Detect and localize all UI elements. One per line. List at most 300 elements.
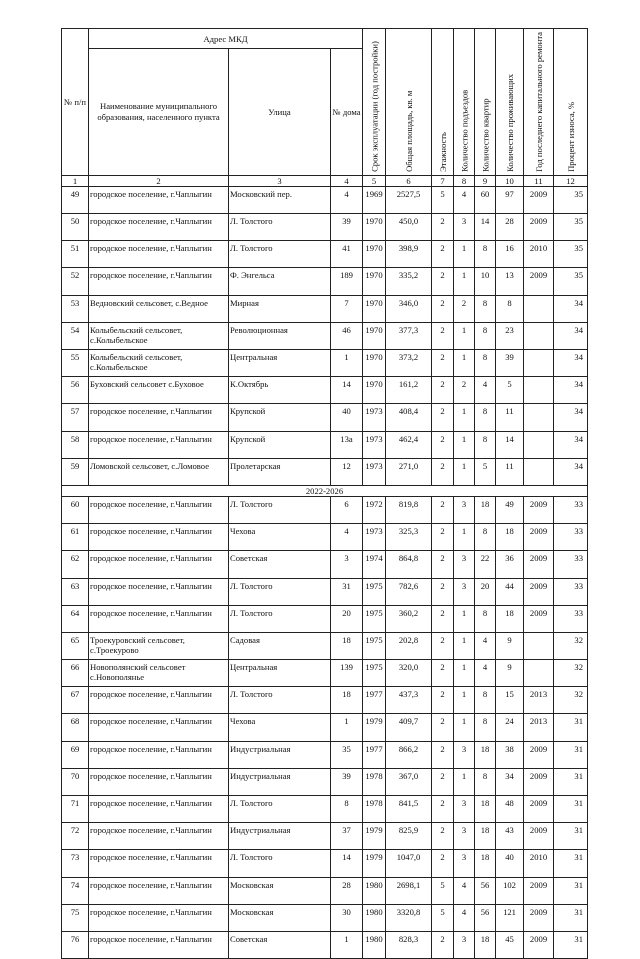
area-cell: 271,0 <box>386 458 432 485</box>
residents-cell: 24 <box>496 714 524 741</box>
wear-cell: 34 <box>554 322 588 349</box>
municipality-cell: городское поселение, г.Чаплыгин <box>89 877 229 904</box>
last-repair-cell: 2009 <box>524 496 554 523</box>
year-cell: 1975 <box>363 632 386 659</box>
street-cell: Чехова <box>229 714 331 741</box>
table-row <box>62 350 588 377</box>
floors-cell: 2 <box>432 404 454 431</box>
area-cell: 825,9 <box>386 823 432 850</box>
wear-cell: 35 <box>554 268 588 295</box>
street-cell: Московская <box>229 904 331 931</box>
house-number-cell: 14 <box>331 850 363 877</box>
house-number-cell: 40 <box>331 404 363 431</box>
apartments-cell: 20 <box>475 578 496 605</box>
row-number: 68 <box>62 714 89 741</box>
residents-cell: 16 <box>496 241 524 268</box>
street-cell: Л. Толстого <box>229 214 331 241</box>
house-number-cell: 13а <box>331 431 363 458</box>
residents-cell: 9 <box>496 660 524 687</box>
col-header-street: Улица <box>229 49 331 176</box>
municipality-cell: городское поселение, г.Чаплыгин <box>89 741 229 768</box>
year-cell: 1970 <box>363 295 386 322</box>
year-cell: 1972 <box>363 496 386 523</box>
row-number: 61 <box>62 524 89 551</box>
wear-cell: 33 <box>554 578 588 605</box>
entrances-cell: 1 <box>454 458 475 485</box>
column-number: 1 <box>62 175 89 186</box>
house-number-cell: 18 <box>331 632 363 659</box>
floors-cell: 2 <box>432 431 454 458</box>
row-number: 54 <box>62 322 89 349</box>
area-cell: 450,0 <box>386 214 432 241</box>
house-number-cell: 37 <box>331 823 363 850</box>
apartments-cell: 22 <box>475 551 496 578</box>
table-row <box>62 458 588 485</box>
row-number: 57 <box>62 404 89 431</box>
area-cell: 2527,5 <box>386 186 432 213</box>
area-cell: 866,2 <box>386 741 432 768</box>
residents-cell: 5 <box>496 377 524 404</box>
table-row <box>62 496 588 523</box>
row-number: 67 <box>62 687 89 714</box>
wear-cell: 34 <box>554 431 588 458</box>
table-row <box>62 714 588 741</box>
house-number-cell: 20 <box>331 605 363 632</box>
row-number: 56 <box>62 377 89 404</box>
year-cell: 1973 <box>363 404 386 431</box>
floors-cell: 2 <box>432 741 454 768</box>
residents-cell: 34 <box>496 768 524 795</box>
street-cell: Московская <box>229 877 331 904</box>
apartments-cell: 8 <box>475 524 496 551</box>
municipality-cell: городское поселение, г.Чаплыгин <box>89 850 229 877</box>
apartments-cell: 56 <box>475 877 496 904</box>
table-row <box>62 850 588 877</box>
last-repair-cell <box>524 295 554 322</box>
last-repair-cell: 2010 <box>524 850 554 877</box>
table-row <box>62 214 588 241</box>
house-number-cell: 1 <box>331 931 363 958</box>
wear-cell: 31 <box>554 714 588 741</box>
residents-cell: 28 <box>496 214 524 241</box>
apartments-cell: 60 <box>475 186 496 213</box>
area-cell: 320,0 <box>386 660 432 687</box>
apartments-cell: 8 <box>475 241 496 268</box>
apartments-cell: 18 <box>475 741 496 768</box>
house-number-cell: 18 <box>331 687 363 714</box>
last-repair-cell <box>524 377 554 404</box>
entrances-cell: 3 <box>454 551 475 578</box>
residents-cell: 36 <box>496 551 524 578</box>
floors-cell: 2 <box>432 931 454 958</box>
municipality-cell: Колыбельский сельсовет, с.Колыбельское <box>89 350 229 377</box>
last-repair-cell <box>524 660 554 687</box>
street-cell: Мирная <box>229 295 331 322</box>
house-number-cell: 35 <box>331 741 363 768</box>
house-number-cell: 41 <box>331 241 363 268</box>
street-cell: Революционная <box>229 322 331 349</box>
street-cell: Советская <box>229 931 331 958</box>
col-header-apartments: Количество квартир <box>475 29 496 176</box>
last-repair-cell: 2009 <box>524 578 554 605</box>
floors-cell: 5 <box>432 186 454 213</box>
entrances-cell: 4 <box>454 877 475 904</box>
wear-cell: 35 <box>554 214 588 241</box>
area-cell: 325,3 <box>386 524 432 551</box>
floors-cell: 5 <box>432 877 454 904</box>
street-cell: К.Октябрь <box>229 377 331 404</box>
residents-cell: 102 <box>496 877 524 904</box>
house-number-cell: 189 <box>331 268 363 295</box>
house-number-cell: 39 <box>331 768 363 795</box>
street-cell: Садовая <box>229 632 331 659</box>
municipality-cell: городское поселение, г.Чаплыгин <box>89 241 229 268</box>
period-label: 2022-2026 <box>62 485 588 496</box>
entrances-cell: 1 <box>454 714 475 741</box>
housing-table <box>61 28 588 959</box>
apartments-cell: 8 <box>475 350 496 377</box>
street-cell: Индустриальная <box>229 741 331 768</box>
municipality-cell: городское поселение, г.Чаплыгин <box>89 578 229 605</box>
year-cell: 1970 <box>363 322 386 349</box>
entrances-cell: 3 <box>454 578 475 605</box>
municipality-cell: городское поселение, г.Чаплыгин <box>89 524 229 551</box>
entrances-cell: 1 <box>454 350 475 377</box>
street-cell: Индустриальная <box>229 823 331 850</box>
residents-cell: 43 <box>496 823 524 850</box>
entrances-cell: 1 <box>454 241 475 268</box>
last-repair-cell <box>524 632 554 659</box>
wear-cell: 34 <box>554 350 588 377</box>
municipality-cell: Троекуровский сельсовет, с.Троекурово <box>89 632 229 659</box>
area-cell: 841,5 <box>386 796 432 823</box>
col-header-municipality: Наименование муниципального образования, населенного пункта <box>89 49 229 176</box>
area-cell: 373,2 <box>386 350 432 377</box>
municipality-cell: городское поселение, г.Чаплыгин <box>89 714 229 741</box>
residents-cell: 18 <box>496 524 524 551</box>
table-row <box>62 768 588 795</box>
year-cell: 1980 <box>363 904 386 931</box>
table-row <box>62 904 588 931</box>
column-number: 11 <box>524 175 554 186</box>
apartments-cell: 8 <box>475 768 496 795</box>
area-cell: 2698,1 <box>386 877 432 904</box>
floors-cell: 2 <box>432 350 454 377</box>
street-cell: Л. Толстого <box>229 687 331 714</box>
municipality-cell: городское поселение, г.Чаплыгин <box>89 496 229 523</box>
year-cell: 1973 <box>363 524 386 551</box>
floors-cell: 2 <box>432 322 454 349</box>
row-number: 71 <box>62 796 89 823</box>
wear-cell: 33 <box>554 496 588 523</box>
entrances-cell: 1 <box>454 605 475 632</box>
last-repair-cell: 2009 <box>524 904 554 931</box>
municipality-cell: Колыбельский сельсовет, с.Колыбельское <box>89 322 229 349</box>
house-number-cell: 31 <box>331 578 363 605</box>
year-cell: 1973 <box>363 431 386 458</box>
municipality-cell: городское поселение, г.Чаплыгин <box>89 186 229 213</box>
year-cell: 1979 <box>363 850 386 877</box>
column-number: 5 <box>363 175 386 186</box>
wear-cell: 33 <box>554 551 588 578</box>
wear-cell: 35 <box>554 186 588 213</box>
apartments-cell: 8 <box>475 431 496 458</box>
residents-cell: 9 <box>496 632 524 659</box>
municipality-cell: Ведновский сельсовет, с.Ведное <box>89 295 229 322</box>
last-repair-cell: 2013 <box>524 687 554 714</box>
residents-cell: 48 <box>496 796 524 823</box>
apartments-cell: 4 <box>475 632 496 659</box>
house-number-cell: 6 <box>331 496 363 523</box>
year-cell: 1980 <box>363 931 386 958</box>
last-repair-cell <box>524 322 554 349</box>
row-number: 73 <box>62 850 89 877</box>
year-cell: 1979 <box>363 823 386 850</box>
column-number: 7 <box>432 175 454 186</box>
municipality-cell: городское поселение, г.Чаплыгин <box>89 687 229 714</box>
col-header-entrances: Количество подъездов <box>454 29 475 176</box>
floors-cell: 2 <box>432 377 454 404</box>
apartments-cell: 18 <box>475 823 496 850</box>
table-row <box>62 241 588 268</box>
last-repair-cell: 2009 <box>524 768 554 795</box>
last-repair-cell <box>524 404 554 431</box>
col-header-num: № п/п <box>62 29 89 176</box>
entrances-cell: 1 <box>454 268 475 295</box>
house-number-cell: 4 <box>331 186 363 213</box>
floors-cell: 2 <box>432 632 454 659</box>
house-number-cell: 12 <box>331 458 363 485</box>
year-cell: 1969 <box>363 186 386 213</box>
floors-cell: 2 <box>432 796 454 823</box>
table-row <box>62 268 588 295</box>
apartments-cell: 8 <box>475 605 496 632</box>
entrances-cell: 1 <box>454 660 475 687</box>
row-number: 50 <box>62 214 89 241</box>
year-cell: 1974 <box>363 551 386 578</box>
house-number-cell: 139 <box>331 660 363 687</box>
column-number: 4 <box>331 175 363 186</box>
year-cell: 1979 <box>363 714 386 741</box>
residents-cell: 40 <box>496 850 524 877</box>
wear-cell: 34 <box>554 377 588 404</box>
apartments-cell: 56 <box>475 904 496 931</box>
table-row <box>62 295 588 322</box>
apartments-cell: 5 <box>475 458 496 485</box>
street-cell: Чехова <box>229 524 331 551</box>
year-cell: 1973 <box>363 458 386 485</box>
table-row <box>62 687 588 714</box>
residents-cell: 38 <box>496 741 524 768</box>
row-number: 76 <box>62 931 89 958</box>
floors-cell: 2 <box>432 605 454 632</box>
year-cell: 1977 <box>363 687 386 714</box>
wear-cell: 34 <box>554 458 588 485</box>
last-repair-cell: 2009 <box>524 741 554 768</box>
col-header-residents: Количество проживающих <box>496 29 524 176</box>
area-cell: 819,8 <box>386 496 432 523</box>
apartments-cell: 18 <box>475 931 496 958</box>
entrances-cell: 2 <box>454 377 475 404</box>
floors-cell: 5 <box>432 904 454 931</box>
wear-cell: 31 <box>554 877 588 904</box>
entrances-cell: 1 <box>454 687 475 714</box>
wear-cell: 34 <box>554 404 588 431</box>
wear-cell: 31 <box>554 823 588 850</box>
municipality-cell: городское поселение, г.Чаплыгин <box>89 605 229 632</box>
house-number-cell: 8 <box>331 796 363 823</box>
floors-cell: 2 <box>432 850 454 877</box>
row-number: 63 <box>62 578 89 605</box>
residents-cell: 45 <box>496 931 524 958</box>
house-number-cell: 1 <box>331 350 363 377</box>
apartments-cell: 8 <box>475 295 496 322</box>
entrances-cell: 4 <box>454 904 475 931</box>
house-number-cell: 28 <box>331 877 363 904</box>
table-row <box>62 660 588 687</box>
street-cell: Индустриальная <box>229 768 331 795</box>
last-repair-cell <box>524 458 554 485</box>
year-cell: 1978 <box>363 768 386 795</box>
municipality-cell: городское поселение, г.Чаплыгин <box>89 431 229 458</box>
municipality-cell: городское поселение, г.Чаплыгин <box>89 823 229 850</box>
year-cell: 1970 <box>363 241 386 268</box>
apartments-cell: 10 <box>475 268 496 295</box>
year-cell: 1975 <box>363 660 386 687</box>
area-cell: 409,7 <box>386 714 432 741</box>
year-cell: 1978 <box>363 796 386 823</box>
floors-cell: 2 <box>432 551 454 578</box>
apartments-cell: 18 <box>475 496 496 523</box>
apartments-cell: 8 <box>475 404 496 431</box>
street-cell: Крупской <box>229 404 331 431</box>
floors-cell: 2 <box>432 496 454 523</box>
entrances-cell: 3 <box>454 850 475 877</box>
row-number: 74 <box>62 877 89 904</box>
year-cell: 1977 <box>363 741 386 768</box>
floors-cell: 2 <box>432 823 454 850</box>
row-number: 64 <box>62 605 89 632</box>
entrances-cell: 1 <box>454 322 475 349</box>
residents-cell: 11 <box>496 458 524 485</box>
last-repair-cell <box>524 431 554 458</box>
table-row <box>62 741 588 768</box>
entrances-cell: 3 <box>454 741 475 768</box>
house-number-cell: 46 <box>331 322 363 349</box>
residents-cell: 121 <box>496 904 524 931</box>
house-number-cell: 3 <box>331 551 363 578</box>
wear-cell: 31 <box>554 850 588 877</box>
row-number: 53 <box>62 295 89 322</box>
street-cell: Л. Толстого <box>229 496 331 523</box>
house-number-cell: 14 <box>331 377 363 404</box>
column-number: 6 <box>386 175 432 186</box>
wear-cell: 32 <box>554 632 588 659</box>
row-number: 65 <box>62 632 89 659</box>
area-cell: 408,4 <box>386 404 432 431</box>
house-number-cell: 39 <box>331 214 363 241</box>
column-number: 12 <box>554 175 588 186</box>
wear-cell: 33 <box>554 605 588 632</box>
entrances-cell: 1 <box>454 524 475 551</box>
wear-cell: 35 <box>554 241 588 268</box>
entrances-cell: 2 <box>454 295 475 322</box>
apartments-cell: 18 <box>475 796 496 823</box>
residents-cell: 11 <box>496 404 524 431</box>
apartments-cell: 4 <box>475 660 496 687</box>
area-cell: 335,2 <box>386 268 432 295</box>
entrances-cell: 1 <box>454 632 475 659</box>
row-number: 60 <box>62 496 89 523</box>
column-number: 2 <box>89 175 229 186</box>
wear-cell: 31 <box>554 796 588 823</box>
area-cell: 1047,0 <box>386 850 432 877</box>
floors-cell: 2 <box>432 524 454 551</box>
floors-cell: 2 <box>432 458 454 485</box>
floors-cell: 2 <box>432 768 454 795</box>
residents-cell: 97 <box>496 186 524 213</box>
street-cell: Центральная <box>229 660 331 687</box>
wear-cell: 31 <box>554 768 588 795</box>
entrances-cell: 4 <box>454 186 475 213</box>
col-header-area: Общая площадь, кв. м <box>386 29 432 176</box>
table-row <box>62 605 588 632</box>
apartments-cell: 8 <box>475 687 496 714</box>
floors-cell: 2 <box>432 241 454 268</box>
floors-cell: 2 <box>432 578 454 605</box>
last-repair-cell: 2009 <box>524 823 554 850</box>
wear-cell: 31 <box>554 904 588 931</box>
row-number: 49 <box>62 186 89 213</box>
last-repair-cell: 2009 <box>524 186 554 213</box>
col-header-floors: Этажность <box>432 29 454 176</box>
municipality-cell: городское поселение, г.Чаплыгин <box>89 551 229 578</box>
table-row <box>62 322 588 349</box>
last-repair-cell: 2009 <box>524 268 554 295</box>
area-cell: 828,3 <box>386 931 432 958</box>
row-number: 70 <box>62 768 89 795</box>
entrances-cell: 1 <box>454 768 475 795</box>
house-number-cell: 4 <box>331 524 363 551</box>
street-cell: Крупской <box>229 431 331 458</box>
table-row <box>62 186 588 213</box>
municipality-cell: городское поселение, г.Чаплыгин <box>89 214 229 241</box>
entrances-cell: 3 <box>454 931 475 958</box>
year-cell: 1970 <box>363 350 386 377</box>
area-cell: 437,3 <box>386 687 432 714</box>
residents-cell: 18 <box>496 605 524 632</box>
column-number: 8 <box>454 175 475 186</box>
year-cell: 1980 <box>363 877 386 904</box>
entrances-cell: 3 <box>454 214 475 241</box>
house-number-cell: 30 <box>331 904 363 931</box>
residents-cell: 44 <box>496 578 524 605</box>
entrances-cell: 1 <box>454 431 475 458</box>
street-cell: Пролетарская <box>229 458 331 485</box>
col-header-last-repair: Год последнего капитального ремонта <box>524 29 554 176</box>
last-repair-cell: 2010 <box>524 241 554 268</box>
last-repair-cell: 2009 <box>524 931 554 958</box>
last-repair-cell: 2009 <box>524 214 554 241</box>
area-cell: 3320,8 <box>386 904 432 931</box>
floors-cell: 2 <box>432 268 454 295</box>
floors-cell: 2 <box>432 687 454 714</box>
street-cell: Ф. Энгельса <box>229 268 331 295</box>
municipality-cell: городское поселение, г.Чаплыгин <box>89 768 229 795</box>
residents-cell: 8 <box>496 295 524 322</box>
last-repair-cell: 2009 <box>524 796 554 823</box>
area-cell: 398,9 <box>386 241 432 268</box>
